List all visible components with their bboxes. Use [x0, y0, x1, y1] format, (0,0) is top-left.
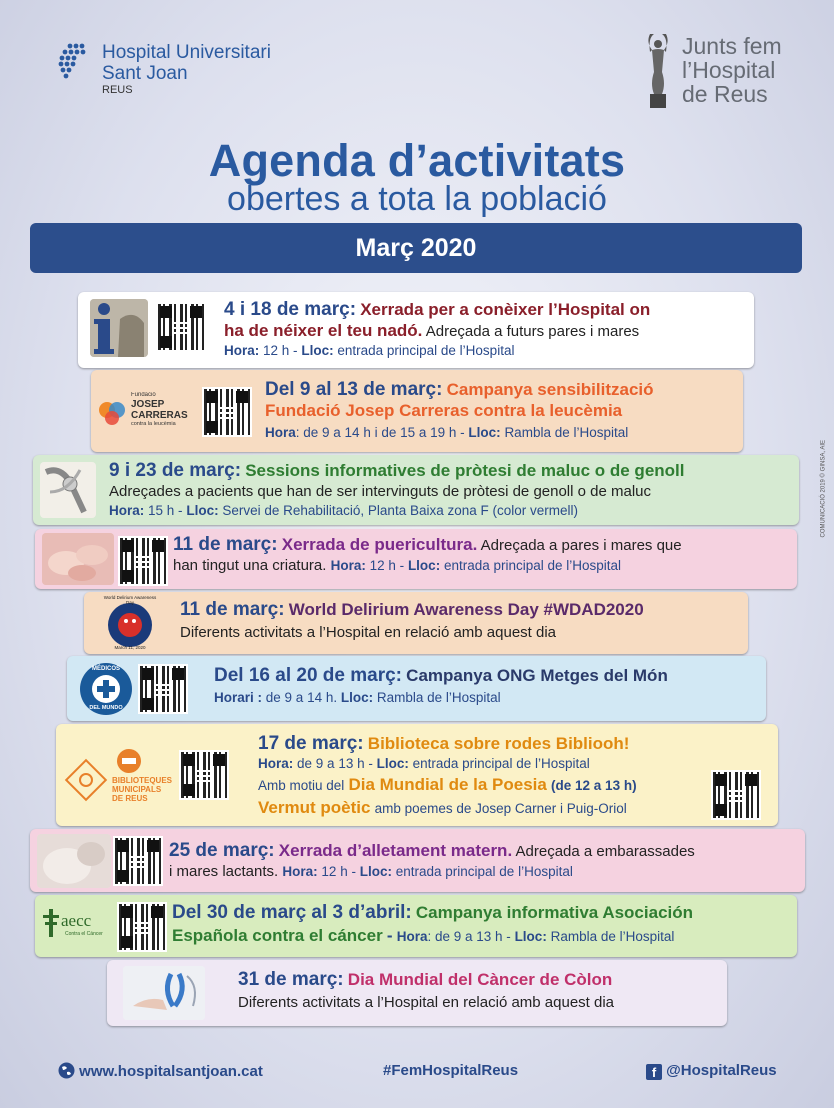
event-date: 9 i 23 de març: — [109, 460, 242, 481]
hora-value: de 9 a 14 h. — [265, 690, 338, 705]
prosthesis-image — [40, 462, 96, 518]
page-title: Agenda d’activitats — [208, 135, 626, 186]
event-title: World Delirium Awareness Day #WDAD2020 — [288, 600, 644, 619]
lloc-value: entrada principal de l’Hospital — [395, 864, 573, 879]
hora-value: 12 h - — [321, 864, 356, 879]
event-date: 11 de març: — [180, 599, 285, 620]
event-date: 17 de març: — [258, 733, 364, 754]
event-card-2 — [91, 370, 743, 452]
event-desc-cont: han tingut una criatura. — [173, 557, 327, 574]
hora-label: Horari : — [214, 690, 263, 705]
footer-web-link[interactable]: www.hospitalsantjoan.cat — [79, 1063, 263, 1080]
lloc-value: entrada principal de l’Hospital — [412, 756, 590, 771]
qr-code[interactable] — [115, 838, 161, 884]
breastfeeding-image — [37, 834, 111, 888]
aecc-logo: aecc Contra el Cáncer — [41, 905, 117, 945]
event-date: 31 de març: — [238, 969, 344, 990]
event-desc: Adreçada a futurs pares i mares — [425, 323, 640, 340]
qr-code[interactable] — [158, 304, 204, 350]
wdad-logo: World Delirium Awareness Day March 11, 2020 — [103, 595, 157, 650]
junts-line1: Junts fem — [682, 33, 782, 59]
footer-hashtag[interactable]: #FemHospitalReus — [383, 1062, 519, 1079]
hora-label: Hora: — [258, 756, 294, 771]
event-date: Del 9 al 13 de març: — [265, 379, 443, 400]
event-card-9: aecc Contra el Cáncer Del 30 de març al 3 d’abril: Campanya informativa Asociación Española contra el cáncer - Hora: de 9 a 13 h - Lloc: Rambla de l’Hospital — [35, 895, 797, 957]
lloc-value: Rambla de l’Hospital — [376, 690, 501, 705]
hora-label: Hora: — [330, 558, 366, 573]
event-date: 25 de març: — [169, 840, 275, 861]
lloc-label: Lloc: — [301, 343, 334, 358]
hora-label: Hora — [396, 929, 428, 944]
event-desc: Adreçades a pacients que han de ser intervinguts de pròtesi de genoll o de maluc — [109, 483, 652, 500]
hospital-logo — [56, 40, 316, 100]
hospital-dots-icon — [56, 42, 96, 82]
junts-line3: de Reus — [682, 81, 768, 107]
footer-facebook-link[interactable]: @HospitalReus — [666, 1062, 777, 1079]
lloc-value: Servei de Rehabilitació, Planta Baixa zona F (color vermell) — [222, 503, 579, 518]
event-card-8 — [30, 829, 805, 892]
lloc-label: Lloc: — [407, 558, 441, 573]
event-title: Campanya informativa Asociación — [415, 903, 694, 922]
hospital-name-line1: Hospital Universitari — [102, 42, 271, 63]
ribbon-image — [123, 966, 205, 1020]
event-desc: Diferents activitats a l’Hospital en relació amb aquest dia — [238, 994, 615, 1011]
event-title-cont: ha de néixer el teu nadó. — [224, 321, 423, 340]
event-title: Xerrada per a conèixer l’Hospital on — [360, 300, 651, 319]
hora-label: Hora: — [224, 343, 260, 358]
event-card-10 — [107, 960, 727, 1026]
poesia-time: (de 12 a 13 h) — [551, 778, 637, 793]
event-card-4 — [35, 529, 797, 589]
poesia-title: Dia Mundial de la Poesia — [348, 775, 547, 794]
event-card-3 — [33, 455, 799, 525]
hora-value: 12 h - — [263, 343, 298, 358]
lloc-label: Lloc: — [359, 864, 392, 879]
event-card-6 — [67, 656, 766, 721]
vermut-title: Vermut poètic — [258, 798, 371, 817]
hora-value: : de 9 a 14 h i de 15 a 19 h - — [295, 425, 465, 440]
event-date: Del 16 al 20 de març: — [214, 665, 402, 686]
event-title: Xerrada d’alletament matern. — [278, 841, 513, 860]
qr-code[interactable] — [204, 389, 250, 435]
event-card-5 — [84, 592, 748, 654]
footer-web[interactable] — [58, 1062, 263, 1080]
lloc-label: Lloc: — [340, 690, 374, 705]
month-banner: Març 2020 — [30, 223, 802, 273]
hora-value: 15 h - — [148, 503, 183, 518]
event-date: 4 i 18 de març: — [224, 299, 357, 320]
globe-icon — [58, 1062, 75, 1079]
lloc-value: entrada principal de l’Hospital — [443, 558, 622, 573]
hospital-city: REUS — [102, 84, 133, 96]
page-subtitle: obertes a tota la població — [227, 180, 607, 218]
event-desc: Diferents activitats a l’Hospital en relació amb aquest dia — [180, 624, 557, 641]
lloc-label: Lloc: — [468, 425, 501, 440]
hora-value: : de 9 a 13 h - — [427, 929, 511, 944]
event-desc-cont: i mares lactants. — [169, 863, 279, 880]
motiu-text: Amb motiu del — [258, 778, 345, 793]
statue-icon — [640, 32, 676, 110]
event-card-7 — [56, 724, 778, 826]
event-title-cont: Fundació Josep Carreras contra la leucèmia — [265, 401, 623, 420]
event-desc: Adreçada a embarassades — [515, 843, 695, 860]
biblioteques-logo: BIBLIOTEQUES MUNICIPALS DE REUS — [64, 748, 176, 808]
lloc-label: Lloc: — [186, 503, 219, 518]
junts-line2: l’Hospital — [682, 57, 776, 83]
event-title: Dia Mundial del Càncer de Còlon — [347, 970, 613, 989]
qr-code[interactable] — [140, 666, 186, 712]
event-title: Xerrada de puericultura. — [281, 535, 478, 554]
medicos-del-mundo-logo: MÉDICOS DEL MUNDO — [79, 662, 133, 716]
hora-label: Hora — [265, 425, 296, 440]
lloc-value: entrada principal de l’Hospital — [337, 343, 515, 358]
event-title: Biblioteca sobre rodes Bibliooh! — [367, 734, 630, 753]
junts-logo — [640, 32, 800, 112]
event-date: Del 30 de març al 3 d’abril: — [172, 902, 412, 923]
lloc-label: Lloc: — [376, 756, 409, 771]
hora-label: Hora: — [109, 503, 145, 518]
info-icon — [90, 299, 148, 357]
qr-code[interactable] — [181, 752, 227, 798]
hora-value: de 9 a 13 h - — [297, 756, 373, 771]
hora-label: Hora: — [282, 864, 318, 879]
event-desc: Adreçada a pares i mares que — [480, 537, 682, 554]
qr-code-poesia[interactable] — [713, 772, 759, 818]
lloc-label: Lloc: — [514, 929, 547, 944]
event-card-1 — [78, 292, 754, 368]
facebook-icon: f — [646, 1064, 662, 1080]
hospital-name-line2: Sant Joan — [102, 63, 188, 84]
vermut-desc: amb poemes de Josep Carner i Puig-Oriol — [374, 801, 627, 816]
carreras-logo: Fundació JOSEP CARRERAS contra la leucèmia — [97, 392, 197, 434]
qr-code[interactable] — [119, 904, 165, 950]
qr-code[interactable] — [120, 538, 166, 584]
lloc-value: Rambla de l’Hospital — [550, 929, 675, 944]
credit-text: COMUNICACIÓ 2019 © GINSA, AIE — [820, 440, 826, 538]
footer-facebook[interactable] — [646, 1062, 777, 1080]
hora-value: 12 h - — [369, 558, 405, 573]
event-title: Sessions informatives de pròtesi de maluc o de genoll — [245, 461, 685, 480]
baby-hands-image — [42, 533, 114, 585]
event-title: Campanya sensibilització — [446, 380, 654, 399]
event-title: Campanya ONG Metges del Món — [406, 666, 668, 685]
lloc-value: Rambla de l’Hospital — [504, 425, 629, 440]
event-title-cont: Española contra el cáncer — [172, 926, 383, 945]
event-date: 11 de març: — [173, 534, 278, 555]
